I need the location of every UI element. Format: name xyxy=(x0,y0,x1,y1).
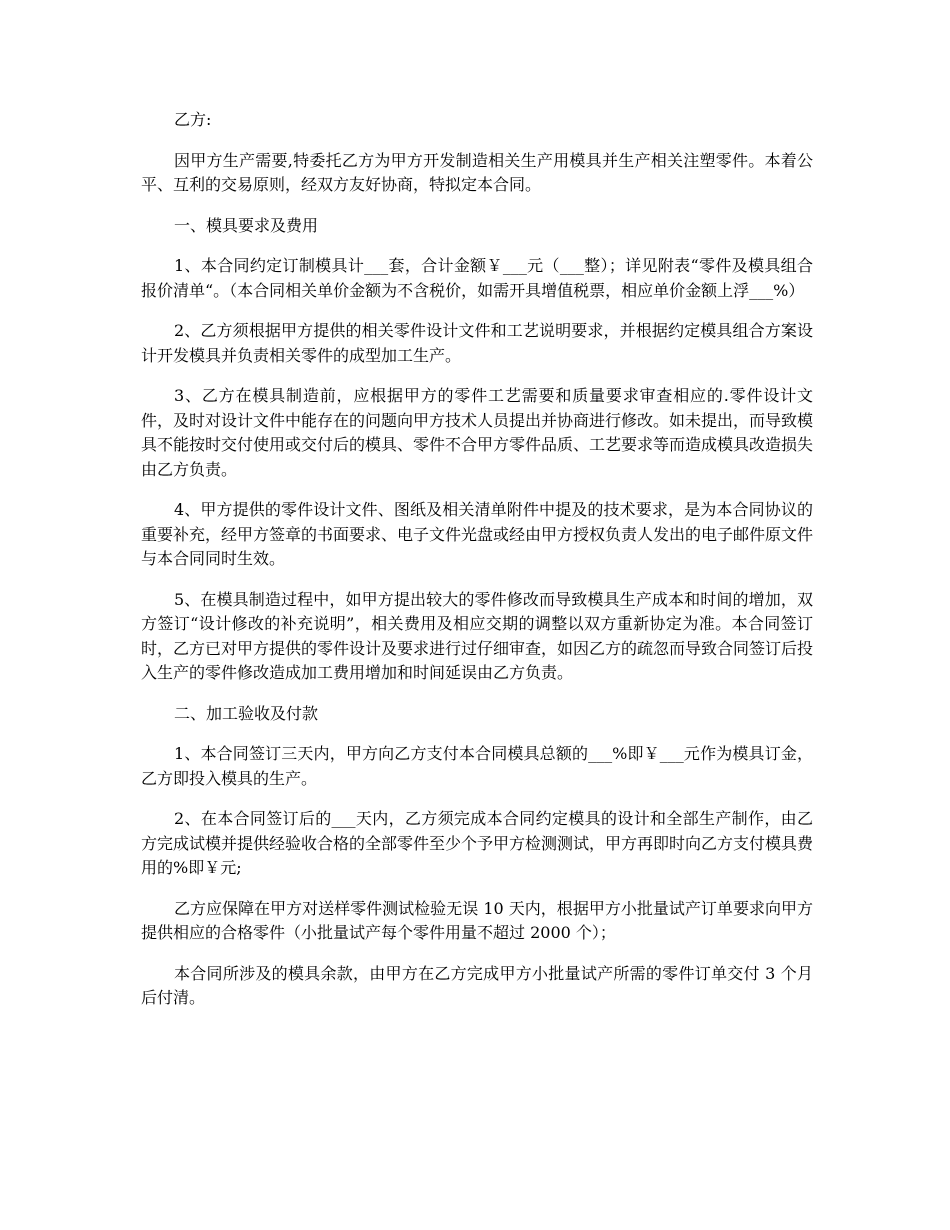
section-2-item-2: 2、在本合同签订后的___天内，乙方须完成本合同约定模具的设计和全部生产制作，由乙方完成试模并提供经验收合格的全部零件至少个予甲方检测测试，甲方再即时向乙方支付模具费用的%即￥元; xyxy=(141,809,814,877)
section-1-item-4: 4、甲方提供的零件设计文件、图纸及相关清单附件中提及的技术要求，是为本合同协议的重要补充，经甲方签章的书面要求、电子文件光盘或经由甲方授权负责人发出的电子邮件原文件与本合同同时生效。 xyxy=(141,500,814,568)
section-1-item-5: 5、在模具制造过程中，如甲方提出较大的零件修改而导致模具生产成本和时间的增加，双方签订“设计修改的补充说明”，相关费用及相应交期的调整以双方重新协定为准。本合同签订时，乙方已对甲方提供的零件设计及要求进行过仔细审查，如因乙方的疏忽而导致合同签订后投入生产的零件修改造成加工费用增加和时间延误由乙方负责。 xyxy=(141,589,814,682)
intro-paragraph: 因甲方生产需要,特委托乙方为甲方开发制造相关生产用模具并生产相关注塑零件。本着公平、互利的交易原则，经双方友好协商，特拟定本合同。 xyxy=(141,150,813,194)
section-2-note-2: 本合同所涉及的模具余款，由甲方在乙方完成甲方小批量试产所需的零件订单交付 3 个月后付清。 xyxy=(141,963,813,1007)
section-2-note-1: 乙方应保障在甲方对送样零件测试检验无误 10 天内，根据甲方小批量试产订单要求向甲方提供相应的合格零件（小批量试产每个零件用量不超过 2000 个）； xyxy=(141,898,813,942)
section-2-item-1: 1、本合同签订三天内，甲方向乙方支付本合同模具总额的___%即￥___元作为模具订金，乙方即投入模具的生产。 xyxy=(141,744,813,788)
section-1-item-3: 3、乙方在模具制造前，应根据甲方的零件工艺需要和质量要求审查相应的.零件设计文件，及时对设计文件中能存在的问题向甲方技术人员提出并协商进行修改。如未提出，而导致模具不能按时交付使用或交付后的模具、零件不合甲方零件品质、工艺要求等而造成模具改造损失由乙方负责。 xyxy=(141,386,814,479)
section-1-item-1: 1、本合同约定订制模具计___套，合计金额￥___元（___整）；详见附表“零件及模具组合报价清单“。（本合同相关单价金额为不含税价，如需开具增值税票，相应单价金额上浮___%） xyxy=(141,256,813,300)
section-2-heading: 二、加工验收及付款 xyxy=(174,703,319,723)
party-b-label: 乙方: xyxy=(174,110,212,129)
section-1-heading: 一、模具要求及费用 xyxy=(174,215,319,235)
document-body xyxy=(141,108,813,1027)
section-1-item-2: 2、乙方须根据甲方提供的相关零件设计文件和工艺说明要求，并根据约定模具组合方案设计开发模具并负责相关零件的成型加工生产。 xyxy=(141,321,813,365)
